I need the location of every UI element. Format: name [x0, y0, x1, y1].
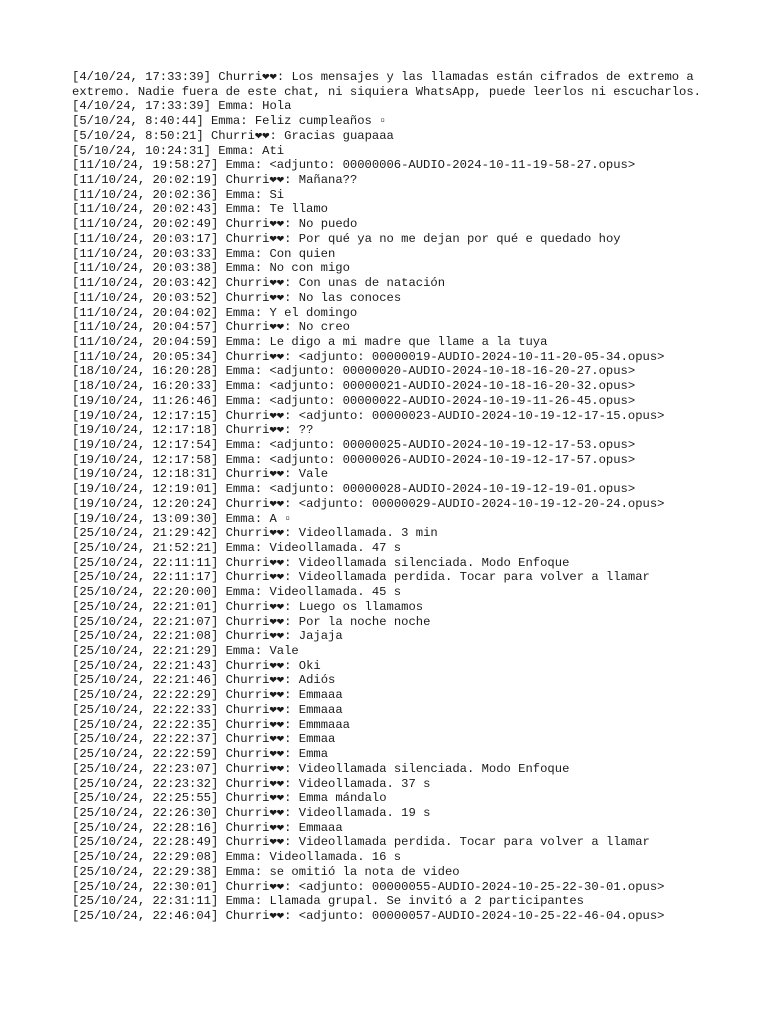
chat-line: [25/10/24, 22:21:08] Churri❤❤: Jajaja: [72, 629, 343, 644]
chat-line: [11/10/24, 20:04:02] Emma: Y el domingo: [72, 305, 358, 320]
chat-line: [19/10/24, 12:20:24] Churri❤❤: <adjunto: 00000029-AUDIO-2024-10-19-12-20-24.opus>: [72, 496, 665, 511]
chat-line: [11/10/24, 20:04:59] Emma: Le digo a mi madre que llame a la tuya: [72, 334, 548, 349]
chat-line: [25/10/24, 22:23:32] Churri❤❤: Videollamada. 37 s: [72, 776, 431, 791]
chat-line: [19/10/24, 12:18:31] Churri❤❤: Vale: [72, 467, 329, 482]
chat-line: [11/10/24, 20:03:17] Churri❤❤: Por qué ya no me dejan por qué e quedado hoy: [72, 231, 621, 246]
chat-line: [4/10/24, 17:33:39] Emma: Hola: [72, 99, 292, 114]
chat-line: [25/10/24, 22:28:16] Churri❤❤: Emmaaa: [72, 820, 343, 835]
chat-line: [11/10/24, 20:03:33] Emma: Con quien: [72, 246, 336, 261]
chat-line: [5/10/24, 10:24:31] Emma: Ati: [72, 143, 285, 158]
chat-line: [18/10/24, 16:20:33] Emma: <adjunto: 00000021-AUDIO-2024-10-18-16-20-32.opus>: [72, 379, 636, 394]
chat-line: [25/10/24, 22:28:49] Churri❤❤: Videollamada perdida. Tocar para volver a llamar: [72, 835, 650, 850]
chat-line: [25/10/24, 22:30:01] Churri❤❤: <adjunto: 00000055-AUDIO-2024-10-25-22-30-01.opus>: [72, 879, 665, 894]
chat-line: [18/10/24, 16:20:28] Emma: <adjunto: 00000020-AUDIO-2024-10-18-16-20-27.opus>: [72, 364, 636, 379]
chat-line: [19/10/24, 12:17:58] Emma: <adjunto: 00000026-AUDIO-2024-10-19-12-17-57.opus>: [72, 452, 636, 467]
chat-line: [11/10/24, 20:04:57] Churri❤❤: No creo: [72, 320, 350, 335]
chat-line: [19/10/24, 13:09:30] Emma: A ▫: [72, 511, 292, 526]
chat-transcript: [72, 70, 712, 924]
chat-line: [11/10/24, 20:02:36] Emma: Si: [72, 187, 285, 202]
chat-line: [11/10/24, 20:03:42] Churri❤❤: Con unas de natación: [72, 276, 446, 291]
chat-line: [25/10/24, 22:21:01] Churri❤❤: Luego os llamamos: [72, 599, 424, 614]
chat-line: [25/10/24, 22:22:33] Churri❤❤: Emmaaa: [72, 702, 343, 717]
chat-line: [25/10/24, 22:21:46] Churri❤❤: Adiós: [72, 673, 336, 688]
chat-line: [25/10/24, 22:21:43] Churri❤❤: Oki: [72, 658, 321, 673]
chat-line: [25/10/24, 22:22:29] Churri❤❤: Emmaaa: [72, 688, 343, 703]
chat-line: [11/10/24, 20:02:19] Churri❤❤: Mañana??: [72, 173, 358, 188]
chat-line: [4/10/24, 17:33:39] Churri❤❤: Los mensajes y las llamadas están cifrados de extremo a extremo. Nadie fuera de este chat, ni siquiera WhatsApp, puede leerlos ni escucharlos.: [72, 70, 702, 99]
chat-line: [25/10/24, 22:22:35] Churri❤❤: Emmmaaa: [72, 717, 350, 732]
chat-line: [25/10/24, 22:31:11] Emma: Llamada grupal. Se invitó a 2 participantes: [72, 894, 584, 909]
chat-line: [25/10/24, 22:21:29] Emma: Vale: [72, 644, 299, 659]
chat-line: [25/10/24, 22:23:07] Churri❤❤: Videollamada silenciada. Modo Enfoque: [72, 761, 570, 776]
chat-line: [11/10/24, 20:03:52] Churri❤❤: No las conoces: [72, 290, 402, 305]
chat-line: [25/10/24, 22:46:04] Churri❤❤: <adjunto: 00000057-AUDIO-2024-10-25-22-46-04.opus>: [72, 908, 665, 923]
chat-line: [25/10/24, 22:22:37] Churri❤❤: Emmaa: [72, 732, 336, 747]
chat-line: [25/10/24, 22:29:38] Emma: se omitió la nota de video: [72, 864, 460, 879]
chat-line: [11/10/24, 19:58:27] Emma: <adjunto: 00000006-AUDIO-2024-10-11-19-58-27.opus>: [72, 158, 636, 173]
chat-line: [19/10/24, 12:17:18] Churri❤❤: ??: [72, 423, 314, 438]
chat-line: [19/10/24, 12:17:15] Churri❤❤: <adjunto: 00000023-AUDIO-2024-10-19-12-17-15.opus>: [72, 408, 665, 423]
chat-line: [25/10/24, 22:29:08] Emma: Videollamada. 16 s: [72, 850, 402, 865]
chat-line: [19/10/24, 12:17:54] Emma: <adjunto: 00000025-AUDIO-2024-10-19-12-17-53.opus>: [72, 437, 636, 452]
chat-line: [19/10/24, 12:19:01] Emma: <adjunto: 00000028-AUDIO-2024-10-19-12-19-01.opus>: [72, 482, 636, 497]
chat-line: [25/10/24, 21:29:42] Churri❤❤: Videollamada. 3 min: [72, 526, 438, 541]
chat-line: [25/10/24, 22:22:59] Churri❤❤: Emma: [72, 747, 329, 762]
chat-line: [25/10/24, 22:21:07] Churri❤❤: Por la noche noche: [72, 614, 431, 629]
chat-line: [25/10/24, 22:11:17] Churri❤❤: Videollamada perdida. Tocar para volver a llamar: [72, 570, 650, 585]
chat-line: [25/10/24, 21:52:21] Emma: Videollamada. 47 s: [72, 541, 402, 555]
chat-line: [25/10/24, 22:25:55] Churri❤❤: Emma mándalo: [72, 791, 387, 806]
chat-line: [5/10/24, 8:50:21] Churri❤❤: Gracias guapaaa: [72, 128, 394, 143]
chat-line: [25/10/24, 22:11:11] Churri❤❤: Videollamada silenciada. Modo Enfoque: [72, 555, 570, 570]
chat-line: [11/10/24, 20:02:49] Churri❤❤: No puedo: [72, 217, 358, 232]
chat-line: [19/10/24, 11:26:46] Emma: <adjunto: 00000022-AUDIO-2024-10-19-11-26-45.opus>: [72, 393, 636, 408]
chat-line: [11/10/24, 20:02:43] Emma: Te llamo: [72, 202, 328, 217]
chat-line: [11/10/24, 20:03:38] Emma: No con migo: [72, 261, 350, 276]
chat-line: [25/10/24, 22:26:30] Churri❤❤: Videollamada. 19 s: [72, 805, 431, 820]
chat-line: [25/10/24, 22:20:00] Emma: Videollamada. 45 s: [72, 585, 402, 600]
chat-line: [11/10/24, 20:05:34] Churri❤❤: <adjunto: 00000019-AUDIO-2024-10-11-20-05-34.opus>: [72, 349, 665, 364]
chat-line: [5/10/24, 8:40:44] Emma: Feliz cumpleaños ▫: [72, 114, 387, 129]
